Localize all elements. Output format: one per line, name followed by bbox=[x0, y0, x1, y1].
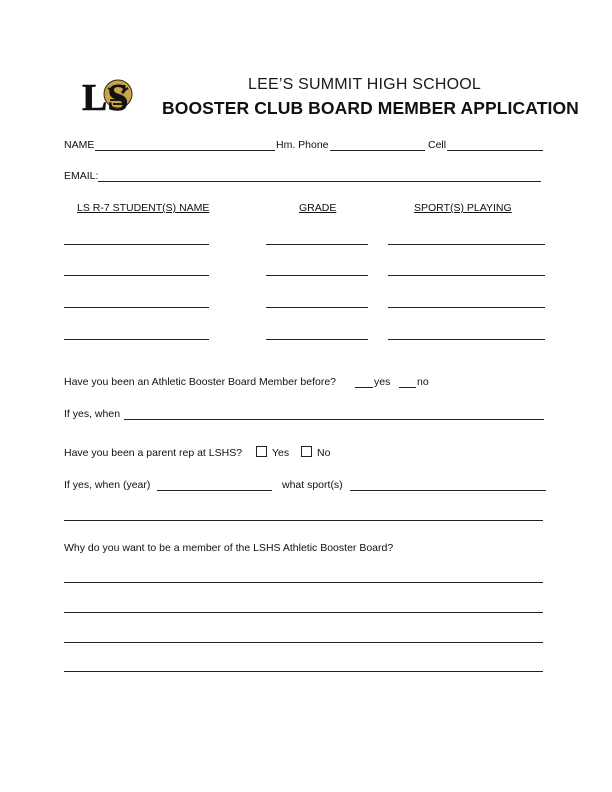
sports-field[interactable] bbox=[388, 275, 545, 276]
question-why-join: Why do you want to be a member of the LSHS Athletic Booster Board? bbox=[64, 542, 394, 554]
question-prior-board-member: Have you been an Athletic Booster Board Member before? bbox=[64, 376, 336, 388]
student-name-field[interactable] bbox=[64, 244, 209, 245]
logo-text: LS bbox=[82, 77, 129, 116]
name-label: NAME bbox=[64, 139, 95, 151]
school-name: LEE’S SUMMIT HIGH SCHOOL bbox=[248, 76, 481, 93]
prior-member-no-blank[interactable] bbox=[399, 387, 416, 388]
column-header-student-name: LS R-7 STUDENT(S) NAME bbox=[77, 202, 210, 214]
parent-rep-yes-label: Yes bbox=[272, 447, 290, 459]
home-phone-label: Hm. Phone bbox=[276, 139, 329, 151]
email-field[interactable] bbox=[98, 181, 541, 182]
parent-rep-continued-field[interactable] bbox=[64, 520, 543, 521]
checkbox-no[interactable] bbox=[301, 446, 312, 457]
parent-rep-year-label: If yes, when (year) bbox=[64, 479, 151, 491]
prior-member-when-field[interactable] bbox=[124, 419, 544, 420]
parent-rep-no-option[interactable] bbox=[301, 446, 330, 460]
prior-member-no-label: no bbox=[417, 376, 429, 388]
grade-field[interactable] bbox=[266, 244, 368, 245]
student-name-field[interactable] bbox=[64, 275, 209, 276]
school-logo bbox=[80, 74, 154, 116]
why-join-answer-line[interactable] bbox=[64, 671, 543, 672]
parent-rep-yes-option[interactable] bbox=[256, 446, 289, 460]
student-name-field[interactable] bbox=[64, 307, 209, 308]
parent-rep-year-field[interactable] bbox=[157, 490, 272, 491]
cell-label: Cell bbox=[428, 139, 447, 151]
question-parent-rep-text: Have you been a parent rep at LSHS? bbox=[64, 447, 243, 459]
student-name-field[interactable] bbox=[64, 339, 209, 340]
parent-rep-no-label: No bbox=[317, 447, 331, 459]
parent-rep-sport-label: what sport(s) bbox=[282, 479, 343, 491]
sports-field[interactable] bbox=[388, 307, 545, 308]
sports-field[interactable] bbox=[388, 339, 545, 340]
form-title: BOOSTER CLUB BOARD MEMBER APPLICATION bbox=[162, 98, 579, 118]
prior-member-yes-blank[interactable] bbox=[355, 387, 373, 388]
why-join-answer-line[interactable] bbox=[64, 612, 543, 613]
why-join-answer-line[interactable] bbox=[64, 642, 543, 643]
column-header-sports: SPORT(S) PLAYING bbox=[414, 202, 512, 214]
name-field[interactable] bbox=[95, 150, 275, 151]
home-phone-field[interactable] bbox=[330, 150, 425, 151]
grade-field[interactable] bbox=[266, 307, 368, 308]
checkbox-yes[interactable] bbox=[256, 446, 267, 457]
grade-field[interactable] bbox=[266, 339, 368, 340]
cell-field[interactable] bbox=[447, 150, 543, 151]
prior-member-yes-label: yes bbox=[374, 376, 391, 388]
sports-field[interactable] bbox=[388, 244, 545, 245]
grade-field[interactable] bbox=[266, 275, 368, 276]
email-label: EMAIL: bbox=[64, 170, 99, 182]
prior-member-when-label: If yes, when bbox=[64, 408, 121, 420]
why-join-answer-line[interactable] bbox=[64, 582, 543, 583]
question-parent-rep bbox=[64, 447, 242, 460]
column-header-grade: GRADE bbox=[299, 202, 337, 214]
parent-rep-sport-field[interactable] bbox=[350, 490, 546, 491]
